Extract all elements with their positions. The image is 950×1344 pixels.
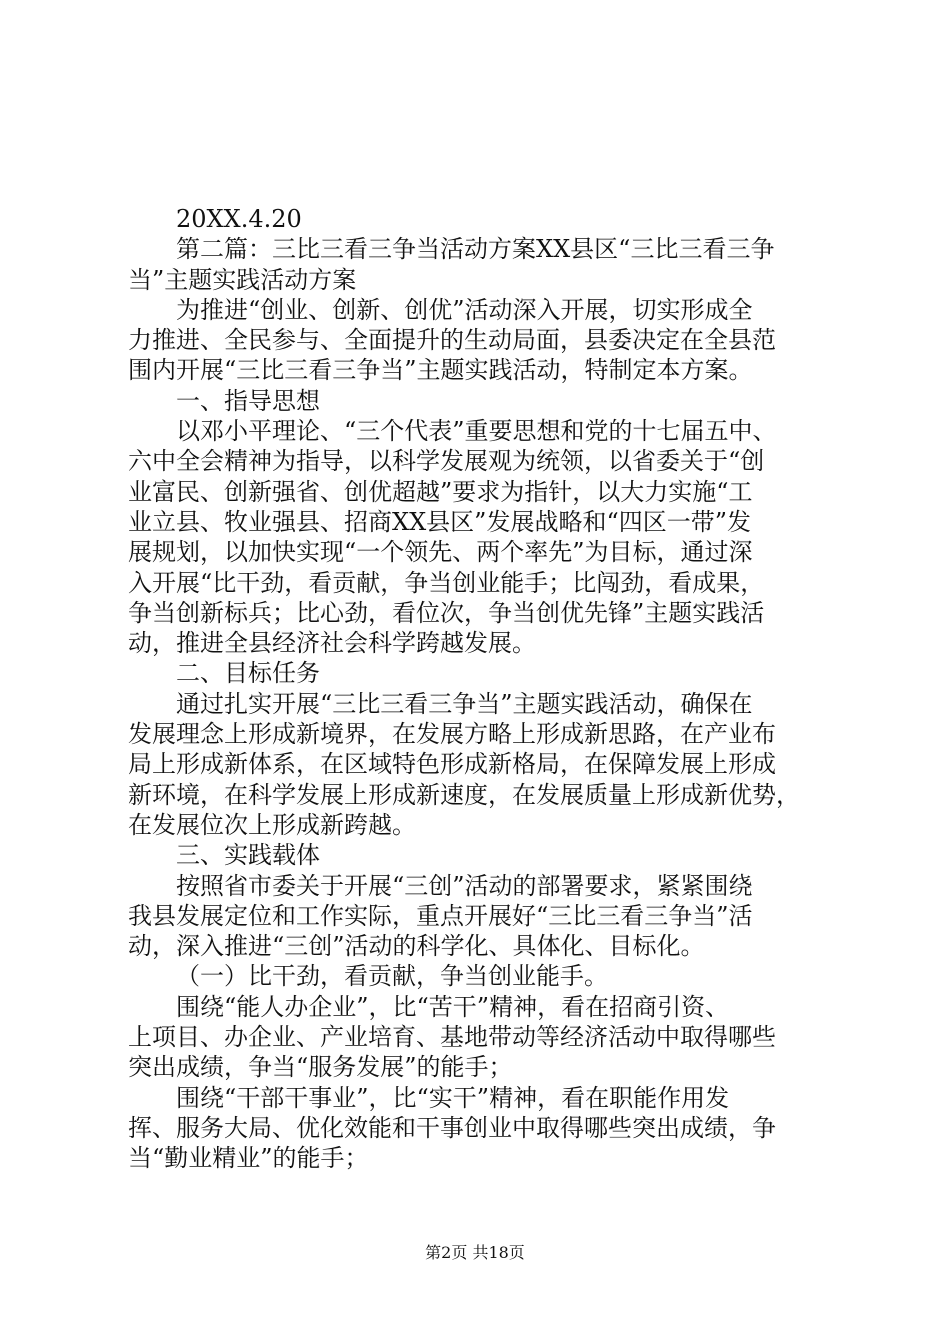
text-line: 争当创新标兵；比心劲，看位次，争当创优先锋”主题实践活 <box>128 598 765 627</box>
document-date: 20XX.4.20 <box>176 205 302 233</box>
text-line: 业立县、牧业强县、招商XX县区”发展战略和“四区一带”发 <box>128 507 751 536</box>
text-line: 挥、服务大局、优化效能和干事创业中取得哪些突出成绩，争 <box>128 1113 776 1142</box>
text-line: 按照省市委关于开展“三创”活动的部署要求，紧紧围绕 <box>176 871 753 900</box>
text-line: 为推进“创业、创新、创优”活动深入开展，切实形成全 <box>176 295 753 324</box>
text-line: 发展理念上形成新境界，在发展方略上形成新思路，在产业布 <box>128 720 776 749</box>
text-line: 当“勤业精业”的能手； <box>128 1144 369 1173</box>
text-line: 在发展位次上形成新跨越。 <box>128 810 416 839</box>
text-line: （一）比干劲，看贡献，争当创业能手。 <box>176 962 608 991</box>
text-line: 力推进、全民参与、全面提升的生动局面，县委决定在全县范 <box>128 326 776 355</box>
page-footer: 第2页 共18页 <box>425 1243 525 1262</box>
text-line: 入开展“比干劲，看贡献，争当创业能手；比闯劲，看成果， <box>128 568 765 597</box>
text-line: 动，深入推进“三创”活动的科学化、具体化、目标化。 <box>128 932 705 961</box>
document-body <box>128 204 840 1174</box>
text-line: 新环境，在科学发展上形成新速度，在发展质量上形成新优势， <box>128 780 800 809</box>
text-line: 通过扎实开展“三比三看三争当”主题实践活动，确保在 <box>176 689 753 718</box>
text-line: 上项目、办企业、产业培育、基地带动等经济活动中取得哪些 <box>128 1023 776 1052</box>
text-line: 局上形成新体系，在区域特色形成新格局，在保障发展上形成 <box>128 750 776 779</box>
text-line: 六中全会精神为指导，以科学发展观为统领，以省委关于“创 <box>128 447 765 476</box>
text-line: 二、目标任务 <box>176 659 320 688</box>
text-line: 以邓小平理论、“三个代表”重要思想和党的十七届五中、 <box>176 417 777 446</box>
text-line: 围绕“干部干事业”，比“实干”精神，看在职能作用发 <box>176 1083 730 1112</box>
text-line: 突出成绩，争当“服务发展”的能手； <box>128 1053 513 1082</box>
text-line: 一、指导思想 <box>176 386 320 415</box>
text-line: 我县发展定位和工作实际，重点开展好“三比三看三争当”活 <box>128 901 753 930</box>
text-line: 动，推进全县经济社会科学跨越发展。 <box>128 629 536 658</box>
text-line: 三、实践载体 <box>176 841 320 870</box>
text-line: 展规划，以加快实现“一个领先、两个率先”为目标，通过深 <box>128 538 753 567</box>
text-line: 第二篇：三比三看三争当活动方案XX县区“三比三看三争 <box>176 235 775 264</box>
paragraph-lines <box>128 234 840 1173</box>
text-line: 业富民、创新强省、创优超越”要求为指针，以大力实施“工 <box>128 477 753 506</box>
text-line: 围内开展“三比三看三争当”主题实践活动，特制定本方案。 <box>128 356 753 385</box>
text-line: 当”主题实践活动方案 <box>128 265 357 294</box>
text-line: 围绕“能人办企业”，比“苦干”精神，看在招商引资、 <box>176 992 730 1021</box>
